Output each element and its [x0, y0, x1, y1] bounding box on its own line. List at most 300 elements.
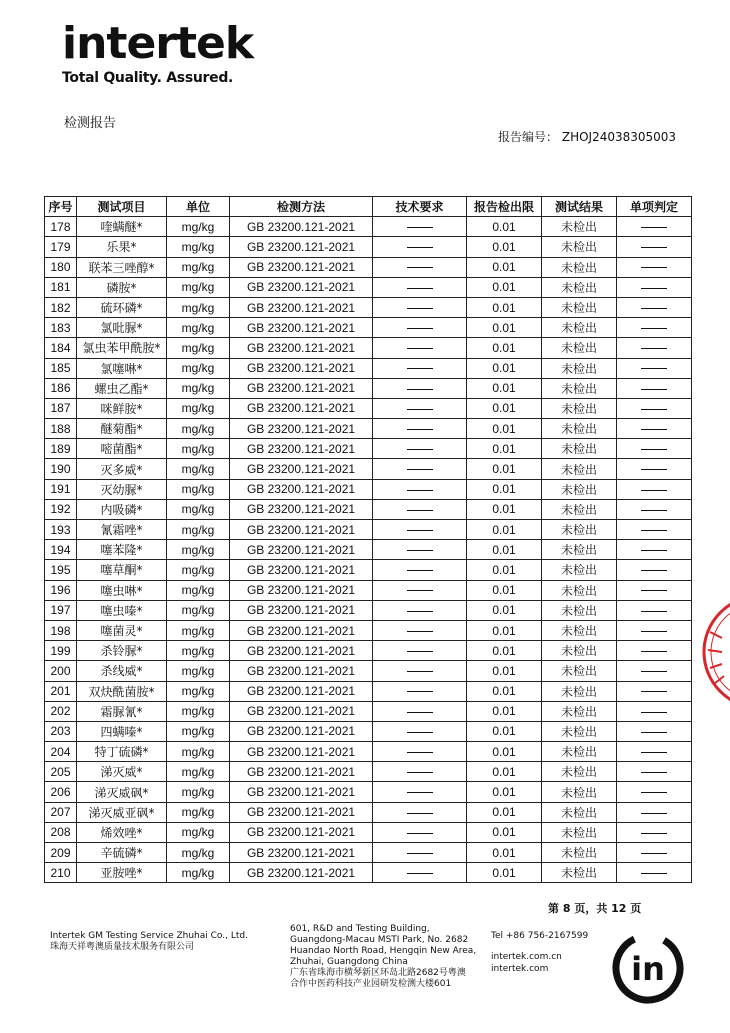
table-row	[45, 398, 692, 418]
dash-mark	[407, 267, 433, 268]
judgement-dash	[617, 681, 692, 701]
dash-mark	[641, 409, 667, 410]
dash-mark	[641, 570, 667, 571]
dash-mark	[407, 853, 433, 854]
test-result: 未检出	[542, 762, 617, 782]
unit: mg/kg	[167, 721, 230, 741]
row-number: 185	[45, 358, 77, 378]
row-number: 191	[45, 479, 77, 499]
detection-limit: 0.01	[467, 620, 542, 640]
footer-contact	[491, 930, 588, 975]
table-row	[45, 419, 692, 439]
detection-limit: 0.01	[467, 277, 542, 297]
judgement-dash	[617, 620, 692, 640]
judgement-dash	[617, 762, 692, 782]
table-row	[45, 641, 692, 661]
detection-limit: 0.01	[467, 257, 542, 277]
detection-limit: 0.01	[467, 742, 542, 762]
report-number-value: ZHOJ24038305003	[561, 130, 677, 144]
detection-limit: 0.01	[467, 600, 542, 620]
official-stamp	[700, 592, 730, 716]
detection-limit: 0.01	[467, 661, 542, 681]
detection-limit: 0.01	[467, 479, 542, 499]
test-method: GB 23200.121-2021	[230, 620, 373, 640]
test-item: 四螨嗪*	[77, 721, 167, 741]
address-line: Zhuhai, Guangdong China	[290, 957, 408, 967]
dash-mark	[641, 449, 667, 450]
test-result: 未检出	[542, 479, 617, 499]
test-result: 未检出	[542, 540, 617, 560]
detection-limit: 0.01	[467, 843, 542, 863]
requirement-dash	[373, 439, 467, 459]
logo-tagline: Total Quality. Assured.	[62, 70, 234, 86]
test-result: 未检出	[542, 721, 617, 741]
detection-limit: 0.01	[467, 358, 542, 378]
test-method: GB 23200.121-2021	[230, 822, 373, 842]
test-result: 未检出	[542, 338, 617, 358]
unit: mg/kg	[167, 277, 230, 297]
test-method: GB 23200.121-2021	[230, 580, 373, 600]
requirement-dash	[373, 863, 467, 883]
table-row	[45, 358, 692, 378]
test-method: GB 23200.121-2021	[230, 338, 373, 358]
table-row	[45, 560, 692, 580]
test-method: GB 23200.121-2021	[230, 742, 373, 762]
requirement-dash	[373, 782, 467, 802]
unit: mg/kg	[167, 580, 230, 600]
dash-mark	[641, 348, 667, 349]
table-row	[45, 439, 692, 459]
dash-mark	[407, 550, 433, 551]
test-result: 未检出	[542, 277, 617, 297]
unit: mg/kg	[167, 237, 230, 257]
detection-limit: 0.01	[467, 217, 542, 237]
row-number: 183	[45, 318, 77, 338]
test-result: 未检出	[542, 863, 617, 883]
test-item: 杀铃脲*	[77, 641, 167, 661]
judgement-dash	[617, 499, 692, 519]
dash-mark	[407, 691, 433, 692]
row-number: 182	[45, 297, 77, 317]
test-method: GB 23200.121-2021	[230, 661, 373, 681]
requirement-dash	[373, 378, 467, 398]
unit: mg/kg	[167, 802, 230, 822]
test-result: 未检出	[542, 641, 617, 661]
row-number: 189	[45, 439, 77, 459]
unit: mg/kg	[167, 318, 230, 338]
table-header-row	[45, 197, 692, 217]
unit: mg/kg	[167, 863, 230, 883]
test-item: 噻苯隆*	[77, 540, 167, 560]
test-result: 未检出	[542, 681, 617, 701]
test-result: 未检出	[542, 358, 617, 378]
row-number: 207	[45, 802, 77, 822]
unit: mg/kg	[167, 338, 230, 358]
dash-mark	[407, 530, 433, 531]
detection-limit: 0.01	[467, 641, 542, 661]
unit: mg/kg	[167, 257, 230, 277]
test-item: 喹螨醚*	[77, 217, 167, 237]
row-number: 203	[45, 721, 77, 741]
test-method: GB 23200.121-2021	[230, 439, 373, 459]
col-header-result: 测试结果	[542, 197, 617, 217]
dash-mark	[407, 671, 433, 672]
dash-mark	[641, 833, 667, 834]
test-item: 辛硫磷*	[77, 843, 167, 863]
test-item: 涕灭威*	[77, 762, 167, 782]
dash-mark	[641, 389, 667, 390]
test-item: 醚菊酯*	[77, 419, 167, 439]
test-result: 未检出	[542, 580, 617, 600]
requirement-dash	[373, 560, 467, 580]
row-number: 197	[45, 600, 77, 620]
intertek-logo	[62, 18, 254, 86]
requirement-dash	[373, 681, 467, 701]
test-result: 未检出	[542, 802, 617, 822]
unit: mg/kg	[167, 217, 230, 237]
judgement-dash	[617, 217, 692, 237]
unit: mg/kg	[167, 600, 230, 620]
table-row	[45, 782, 692, 802]
test-item: 乐果*	[77, 237, 167, 257]
judgement-dash	[617, 701, 692, 721]
row-number: 181	[45, 277, 77, 297]
requirement-dash	[373, 540, 467, 560]
unit: mg/kg	[167, 540, 230, 560]
requirement-dash	[373, 419, 467, 439]
test-item: 硫环磷*	[77, 297, 167, 317]
detection-limit: 0.01	[467, 378, 542, 398]
dash-mark	[407, 308, 433, 309]
test-item: 氰霜唑*	[77, 520, 167, 540]
row-number: 179	[45, 237, 77, 257]
test-method: GB 23200.121-2021	[230, 419, 373, 439]
dash-mark	[641, 308, 667, 309]
col-header-requirement: 技术要求	[373, 197, 467, 217]
detection-limit: 0.01	[467, 520, 542, 540]
requirement-dash	[373, 641, 467, 661]
row-number: 202	[45, 701, 77, 721]
unit: mg/kg	[167, 398, 230, 418]
report-number	[498, 128, 676, 145]
dash-mark	[641, 288, 667, 289]
test-result: 未检出	[542, 257, 617, 277]
test-item: 螺虫乙酯*	[77, 378, 167, 398]
judgement-dash	[617, 277, 692, 297]
requirement-dash	[373, 620, 467, 640]
telephone: Tel +86 756-2167599	[491, 931, 589, 941]
dash-mark	[641, 873, 667, 874]
table-row	[45, 499, 692, 519]
requirement-dash	[373, 661, 467, 681]
dash-mark	[407, 752, 433, 753]
unit: mg/kg	[167, 378, 230, 398]
row-number: 188	[45, 419, 77, 439]
table-row	[45, 742, 692, 762]
detection-limit: 0.01	[467, 398, 542, 418]
detection-limit: 0.01	[467, 560, 542, 580]
table-row	[45, 338, 692, 358]
judgement-dash	[617, 641, 692, 661]
test-method: GB 23200.121-2021	[230, 217, 373, 237]
test-method: GB 23200.121-2021	[230, 641, 373, 661]
dash-mark	[407, 389, 433, 390]
table-row	[45, 620, 692, 640]
logo-wordmark: intertek	[62, 18, 254, 69]
dash-mark	[407, 732, 433, 733]
dash-mark	[407, 449, 433, 450]
requirement-dash	[373, 843, 467, 863]
row-number: 201	[45, 681, 77, 701]
requirement-dash	[373, 358, 467, 378]
judgement-dash	[617, 560, 692, 580]
test-item: 霜脲氰*	[77, 701, 167, 721]
judgement-dash	[617, 782, 692, 802]
page-number: 第 8 页，共 12 页	[548, 902, 642, 915]
test-item: 氯虫苯甲酰胺*	[77, 338, 167, 358]
row-number: 186	[45, 378, 77, 398]
table-row	[45, 237, 692, 257]
table-row	[45, 701, 692, 721]
unit: mg/kg	[167, 641, 230, 661]
requirement-dash	[373, 701, 467, 721]
requirement-dash	[373, 338, 467, 358]
judgement-dash	[617, 843, 692, 863]
table-row	[45, 479, 692, 499]
unit: mg/kg	[167, 479, 230, 499]
address-line: 601, R&D and Testing Building,	[290, 924, 430, 934]
judgement-dash	[617, 661, 692, 681]
test-result: 未检出	[542, 217, 617, 237]
test-method: GB 23200.121-2021	[230, 762, 373, 782]
test-method: GB 23200.121-2021	[230, 701, 373, 721]
dash-mark	[407, 429, 433, 430]
test-method: GB 23200.121-2021	[230, 843, 373, 863]
dash-mark	[641, 792, 667, 793]
dash-mark	[407, 409, 433, 410]
table-row	[45, 600, 692, 620]
dash-mark	[407, 247, 433, 248]
col-header-limit: 报告检出限	[467, 197, 542, 217]
detection-limit: 0.01	[467, 681, 542, 701]
company-name-cn: 珠海天祥粤澳质量技术服务有限公司	[50, 942, 195, 952]
detection-limit: 0.01	[467, 863, 542, 883]
table-row	[45, 802, 692, 822]
unit: mg/kg	[167, 701, 230, 721]
dash-mark	[407, 772, 433, 773]
dash-mark	[407, 348, 433, 349]
judgement-dash	[617, 721, 692, 741]
unit: mg/kg	[167, 297, 230, 317]
dash-mark	[641, 267, 667, 268]
judgement-dash	[617, 257, 692, 277]
requirement-dash	[373, 398, 467, 418]
test-result: 未检出	[542, 843, 617, 863]
dash-mark	[407, 631, 433, 632]
judgement-dash	[617, 318, 692, 338]
test-result: 未检出	[542, 297, 617, 317]
test-method: GB 23200.121-2021	[230, 560, 373, 580]
detection-limit: 0.01	[467, 338, 542, 358]
table-row	[45, 297, 692, 317]
test-method: GB 23200.121-2021	[230, 237, 373, 257]
judgement-dash	[617, 459, 692, 479]
dash-mark	[641, 590, 667, 591]
judgement-dash	[617, 398, 692, 418]
test-method: GB 23200.121-2021	[230, 358, 373, 378]
test-method: GB 23200.121-2021	[230, 520, 373, 540]
dash-mark	[407, 328, 433, 329]
judgement-dash	[617, 802, 692, 822]
website-cn-link[interactable]: intertek.com.cn	[491, 952, 562, 962]
col-header-unit: 单位	[167, 197, 230, 217]
dash-mark	[641, 429, 667, 430]
dash-mark	[641, 550, 667, 551]
round-logo-text: in	[631, 950, 665, 988]
test-method: GB 23200.121-2021	[230, 721, 373, 741]
dash-mark	[641, 691, 667, 692]
detection-limit: 0.01	[467, 782, 542, 802]
judgement-dash	[617, 580, 692, 600]
detection-limit: 0.01	[467, 762, 542, 782]
unit: mg/kg	[167, 439, 230, 459]
test-method: GB 23200.121-2021	[230, 318, 373, 338]
detection-limit: 0.01	[467, 237, 542, 257]
row-number: 194	[45, 540, 77, 560]
test-result: 未检出	[542, 398, 617, 418]
test-item: 噻菌灵*	[77, 620, 167, 640]
test-item: 氯吡脲*	[77, 318, 167, 338]
requirement-dash	[373, 297, 467, 317]
table-row	[45, 681, 692, 701]
row-number: 192	[45, 499, 77, 519]
test-result: 未检出	[542, 318, 617, 338]
row-number: 210	[45, 863, 77, 883]
unit: mg/kg	[167, 661, 230, 681]
table-row	[45, 520, 692, 540]
dash-mark	[641, 732, 667, 733]
detection-limit: 0.01	[467, 419, 542, 439]
detection-limit: 0.01	[467, 459, 542, 479]
dash-mark	[407, 651, 433, 652]
row-number: 206	[45, 782, 77, 802]
requirement-dash	[373, 318, 467, 338]
table-row	[45, 863, 692, 883]
judgement-dash	[617, 479, 692, 499]
test-result: 未检出	[542, 237, 617, 257]
requirement-dash	[373, 459, 467, 479]
unit: mg/kg	[167, 419, 230, 439]
test-item: 联苯三唑醇*	[77, 257, 167, 277]
dash-mark	[407, 570, 433, 571]
dash-mark	[641, 752, 667, 753]
test-method: GB 23200.121-2021	[230, 863, 373, 883]
test-item: 氯噻啉*	[77, 358, 167, 378]
dash-mark	[407, 510, 433, 511]
test-method: GB 23200.121-2021	[230, 257, 373, 277]
test-result: 未检出	[542, 782, 617, 802]
unit: mg/kg	[167, 762, 230, 782]
dash-mark	[641, 611, 667, 612]
test-result: 未检出	[542, 520, 617, 540]
test-result: 未检出	[542, 701, 617, 721]
test-item: 灭多威*	[77, 459, 167, 479]
test-item: 杀线威*	[77, 661, 167, 681]
row-number: 190	[45, 459, 77, 479]
test-method: GB 23200.121-2021	[230, 802, 373, 822]
detection-limit: 0.01	[467, 580, 542, 600]
row-number: 187	[45, 398, 77, 418]
table-row	[45, 459, 692, 479]
col-header-no: 序号	[45, 197, 77, 217]
table-row	[45, 843, 692, 863]
table-row	[45, 580, 692, 600]
requirement-dash	[373, 762, 467, 782]
dash-mark	[407, 368, 433, 369]
dash-mark	[641, 530, 667, 531]
test-item: 涕灭威砜*	[77, 782, 167, 802]
requirement-dash	[373, 499, 467, 519]
row-number: 209	[45, 843, 77, 863]
test-item: 噻草酮*	[77, 560, 167, 580]
test-item: 咪鲜胺*	[77, 398, 167, 418]
detection-limit: 0.01	[467, 318, 542, 338]
unit: mg/kg	[167, 520, 230, 540]
col-header-method: 检测方法	[230, 197, 373, 217]
detection-limit: 0.01	[467, 499, 542, 519]
row-number: 208	[45, 822, 77, 842]
test-method: GB 23200.121-2021	[230, 540, 373, 560]
row-number: 193	[45, 520, 77, 540]
dash-mark	[641, 813, 667, 814]
unit: mg/kg	[167, 742, 230, 762]
row-number: 198	[45, 620, 77, 640]
test-result: 未检出	[542, 419, 617, 439]
requirement-dash	[373, 257, 467, 277]
judgement-dash	[617, 540, 692, 560]
requirement-dash	[373, 822, 467, 842]
judgement-dash	[617, 338, 692, 358]
company-name-en: Intertek GM Testing Service Zhuhai Co., Ltd.	[50, 931, 248, 941]
dash-mark	[407, 590, 433, 591]
detection-limit: 0.01	[467, 721, 542, 741]
judgement-dash	[617, 439, 692, 459]
requirement-dash	[373, 802, 467, 822]
requirement-dash	[373, 479, 467, 499]
test-item: 噻虫嗪*	[77, 600, 167, 620]
test-method: GB 23200.121-2021	[230, 297, 373, 317]
test-method: GB 23200.121-2021	[230, 398, 373, 418]
dash-mark	[407, 712, 433, 713]
requirement-dash	[373, 580, 467, 600]
dash-mark	[407, 490, 433, 491]
dash-mark	[641, 510, 667, 511]
report-number-label: 报告编号：	[498, 130, 559, 144]
unit: mg/kg	[167, 681, 230, 701]
judgement-dash	[617, 378, 692, 398]
test-result: 未检出	[542, 439, 617, 459]
requirement-dash	[373, 600, 467, 620]
test-item: 灭幼脲*	[77, 479, 167, 499]
judgement-dash	[617, 742, 692, 762]
row-number: 195	[45, 560, 77, 580]
dash-mark	[641, 469, 667, 470]
detection-limit: 0.01	[467, 297, 542, 317]
website-link[interactable]: intertek.com	[491, 964, 549, 974]
dash-mark	[407, 813, 433, 814]
test-result: 未检出	[542, 499, 617, 519]
dash-mark	[407, 611, 433, 612]
